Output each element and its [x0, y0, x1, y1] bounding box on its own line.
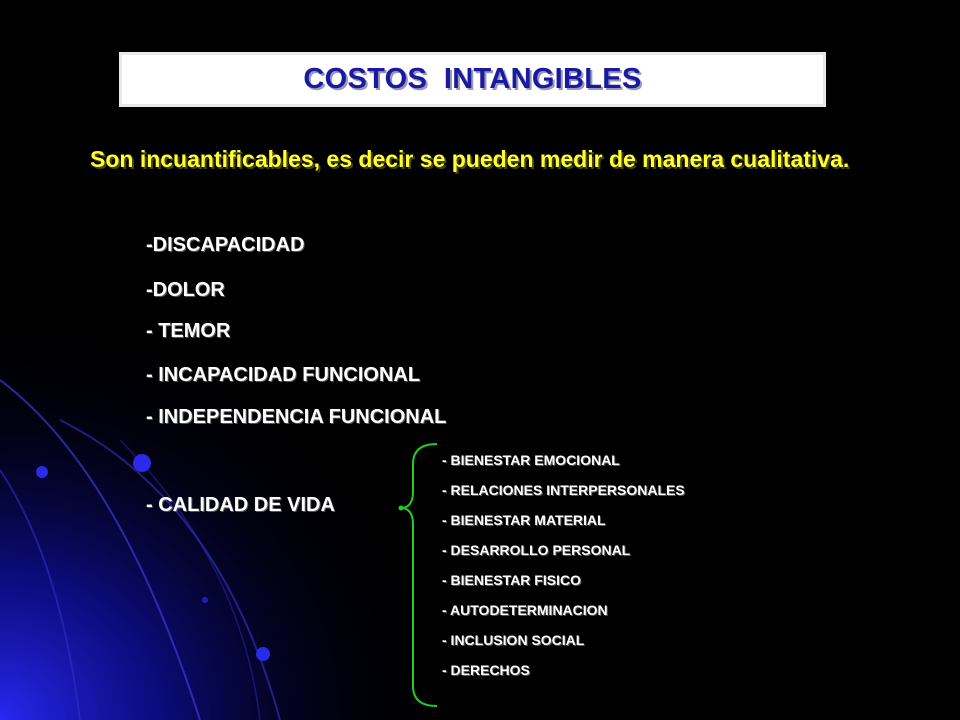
brace-line [403, 444, 437, 706]
sub-list-item: - DESARROLLO PERSONAL [442, 542, 631, 558]
sub-list-item: - INCLUSION SOCIAL [442, 632, 585, 648]
sub-list-item: - BIENESTAR FISICO [442, 572, 581, 588]
orbit-dot [256, 647, 270, 661]
sub-list-item: - AUTODETERMINACION [442, 602, 608, 618]
title-box [119, 52, 826, 107]
sub-list-item: - BIENESTAR MATERIAL [442, 512, 606, 528]
list-item: - TEMOR [146, 320, 231, 342]
sub-list-item: - DERECHOS [442, 662, 530, 678]
list-item: - CALIDAD DE VIDA [146, 494, 335, 516]
sub-list-item: - RELACIONES INTERPERSONALES [442, 482, 685, 498]
slide-title: COSTOS INTANGIBLES [303, 63, 642, 95]
list-item: -DISCAPACIDAD [146, 234, 305, 256]
curly-brace [395, 440, 445, 710]
list-item: -DOLOR [146, 279, 225, 301]
orbit-dot [133, 454, 151, 472]
brace-point [399, 506, 404, 511]
orbit-dot [202, 597, 208, 603]
orbit-dot [36, 466, 48, 478]
list-item: - INCAPACIDAD FUNCIONAL [146, 364, 421, 386]
sub-list-item: - BIENESTAR EMOCIONAL [442, 452, 620, 468]
list-item: - INDEPENDENCIA FUNCIONAL [146, 406, 447, 428]
intro-text: Son incuantificables, es decir se pueden medir de manera cualitativa. [90, 146, 850, 172]
